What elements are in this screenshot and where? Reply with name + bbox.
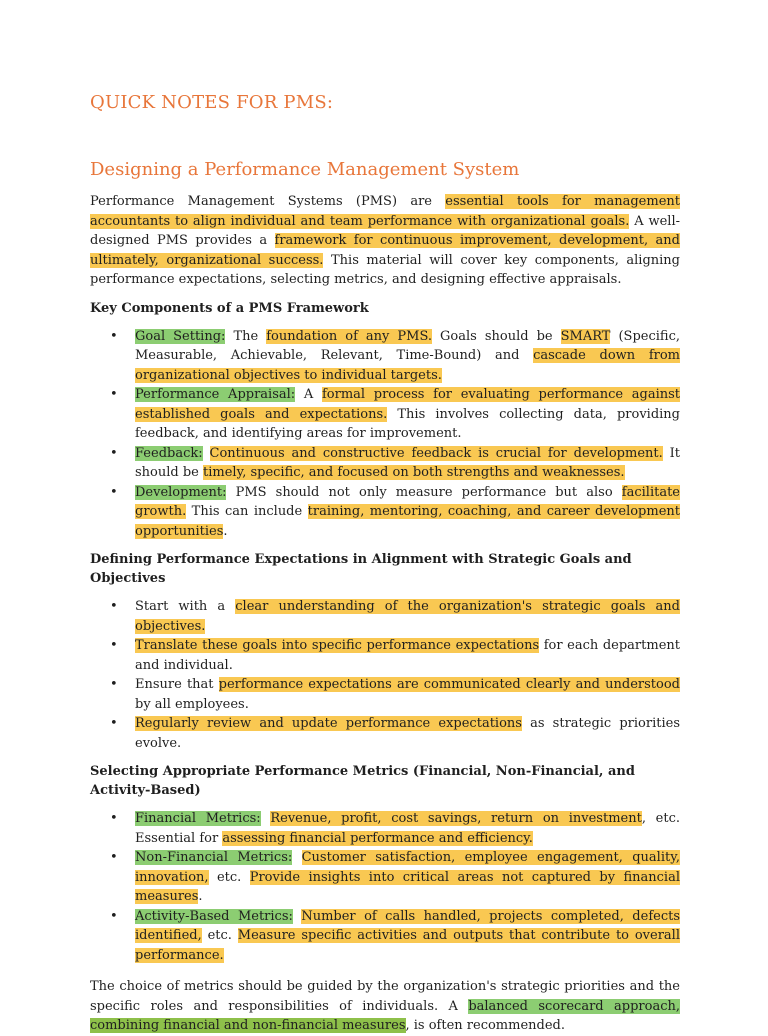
text-run: A well-designed PMS provides a	[90, 213, 680, 248]
highlight: framework for continuous improvement, development, and ultimately, organizational success.	[90, 233, 680, 268]
closing-paragraph	[90, 977, 680, 1036]
expectations-list	[90, 597, 680, 753]
list-item	[135, 444, 680, 483]
highlight: foundation of any PMS.	[266, 328, 433, 344]
list-item	[135, 809, 680, 848]
text-run: The	[225, 328, 267, 344]
text-run: Ensure that	[135, 677, 219, 692]
highlight: Provide insights into critical areas not captured by financial measures	[135, 869, 680, 904]
item-label: Development:	[135, 484, 227, 500]
document-content	[90, 92, 680, 1036]
highlight: assessing financial performance and efficiency.	[222, 830, 533, 846]
list-item	[135, 675, 680, 714]
item-label: Goal Setting:	[135, 328, 226, 344]
metrics-list	[90, 809, 680, 965]
list-item	[135, 848, 680, 907]
highlight: facilitate growth.	[135, 484, 680, 519]
section-title: Designing a Performance Management System	[90, 159, 520, 180]
text-run: Goals should be	[432, 328, 561, 344]
list-item	[135, 327, 680, 386]
item-label: Financial Metrics:	[135, 811, 261, 826]
highlight: formal process for evaluating performance against established goals and expectations.	[135, 387, 681, 422]
list-item	[135, 597, 680, 636]
list-item	[135, 714, 680, 753]
highlight: balanced scorecard approach,	[468, 998, 680, 1014]
highlight: Number of calls handled, projects completed, defects identified,	[135, 908, 680, 943]
list-item	[135, 385, 680, 444]
item-label: Feedback:	[135, 445, 203, 461]
text-run: , etc. Essential for	[135, 811, 680, 846]
item-label: Non-Financial Metrics:	[135, 850, 293, 865]
text-run: A	[295, 387, 322, 402]
metrics-heading: Selecting Appropriate Performance Metrics (Financial, Non-Financial, and Activity-Based)	[90, 764, 635, 798]
item-label: Activity-Based Metrics:	[135, 908, 293, 924]
highlight: cascade down from organizational objectives to individual targets.	[135, 348, 680, 383]
text-run: .	[223, 523, 228, 539]
highlight: timely, specific, and focused on both strengths and weaknesses.	[203, 465, 625, 480]
text-run: This can include	[186, 504, 308, 519]
highlight: essential tools for management accountants to align individual and team performance with organizational goals.	[90, 194, 680, 229]
intro-paragraph	[90, 192, 680, 290]
page-title: QUICK NOTES FOR PMS:	[90, 92, 334, 113]
highlight: Measure specific activities and outputs that contribute to overall performance.	[135, 928, 680, 963]
text-run: by all employees.	[135, 696, 249, 712]
text-run: , is often recommended.	[405, 1018, 565, 1033]
highlight: SMART	[560, 328, 611, 344]
text-run: .	[198, 889, 203, 904]
highlight: Customer satisfaction, employee engagement, quality, innovation,	[135, 850, 680, 885]
text-run: Performance Management Systems (PMS) are	[90, 194, 446, 209]
highlight: Revenue, profit, cost savings, return on investment	[270, 811, 642, 826]
highlight: performance expectations are communicated clearly and understood	[218, 677, 680, 692]
text-run: (Specific, Measurable, Achievable, Relevant, Time-Bound) and	[135, 328, 680, 363]
text-run: This involves collecting data, providing feedback, and identifying areas for improvement.	[135, 406, 680, 441]
text-run: It should be	[135, 445, 680, 480]
highlight: training, mentoring, coaching, and career development opportunities	[135, 504, 680, 539]
highlight: Continuous and constructive feedback is crucial for development.	[209, 445, 663, 461]
text-run	[203, 446, 210, 461]
text-run: etc.	[208, 869, 250, 885]
key-components-heading: Key Components of a PMS Framework	[90, 300, 369, 316]
item-label: Performance Appraisal:	[135, 387, 296, 402]
text-run: etc.	[201, 928, 238, 943]
text-run	[292, 850, 301, 865]
text-run: Start with a	[135, 599, 236, 614]
key-components-list	[90, 327, 680, 542]
highlight: combining financial and non-financial measures	[90, 1018, 406, 1033]
list-item	[135, 636, 680, 675]
list-item	[135, 483, 680, 542]
highlight: clear understanding of the organization's strategic goals and objectives.	[135, 599, 680, 634]
list-item	[135, 907, 680, 966]
text-run: as strategic priorities evolve.	[135, 716, 680, 751]
text-run: for each department and individual.	[135, 638, 680, 673]
text-run: This material will cover key components, aligning performance expectations, selecting metrics, and designing effective appraisals.	[90, 252, 680, 287]
text-run: PMS should not only measure performance but also	[226, 484, 622, 500]
expectations-heading: Defining Performance Expectations in Alignment with Strategic Goals and Objectives	[90, 552, 632, 586]
text-run: The choice of metrics should be guided by the organization's strategic priorities and the specific roles and responsibilities of individuals. A	[90, 979, 680, 1014]
highlight: Translate these goals into specific performance expectations	[135, 638, 540, 653]
text-run	[261, 811, 271, 826]
highlight: Regularly review and update performance expectations	[135, 716, 522, 731]
